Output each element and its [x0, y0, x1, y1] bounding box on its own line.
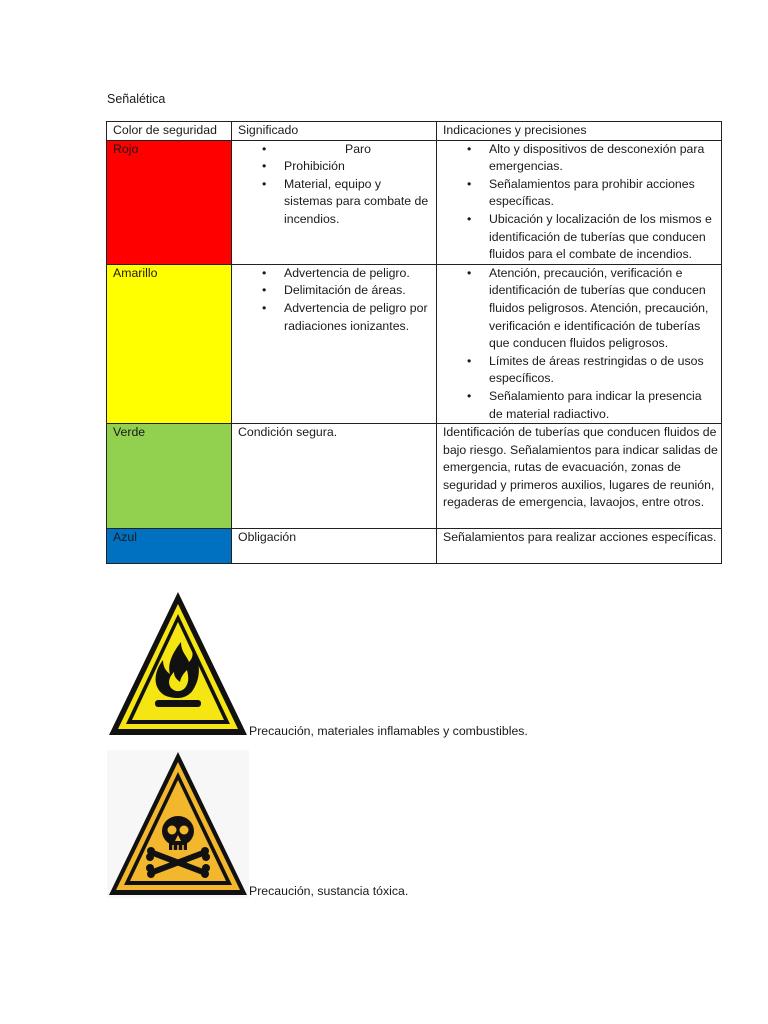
list-item: • Señalamientos para prohibir acciones específicas.: [489, 176, 717, 211]
indications-list: [443, 265, 721, 423]
list-item: • Advertencia de peligro.: [284, 265, 432, 283]
indications-cell: [437, 140, 722, 264]
indications-cell: [437, 264, 722, 423]
meaning-cell: Condición segura.: [232, 424, 437, 529]
color-label: Amarillo: [113, 265, 158, 280]
safety-color-table: [106, 121, 722, 564]
list-item: • Delimitación de áreas.: [284, 282, 432, 300]
table-row-green: [107, 424, 722, 529]
list-item: • Alto y dispositivos de desconexión para emergencias.: [489, 141, 717, 176]
meaning-cell: Obligación: [232, 529, 437, 564]
color-label: Rojo: [113, 141, 139, 156]
meaning-list: [238, 141, 436, 229]
toxic-caption: Precaución, sustancia tóxica.: [249, 884, 409, 898]
table-header-row: [107, 122, 722, 141]
table-row-blue: [107, 529, 722, 564]
flammable-warning-icon: [107, 590, 249, 738]
meaning-cell: [232, 140, 437, 264]
list-item: • Atención, precaución, verificación e identificación de tuberías que conducen fluidos peligrosos. Atención, precaución, verificación e identificación de tuberías que conducen fluidos peligrosos.: [489, 265, 717, 353]
toxic-warning-icon: [107, 750, 249, 898]
flammable-caption: Precaución, materiales inflamables y combustibles.: [249, 724, 528, 738]
list-item: • Material, equipo y sistemas para combate de incendios.: [284, 176, 432, 229]
meaning-list: [238, 265, 436, 335]
color-cell-blue: [107, 529, 232, 564]
table-row-yellow: [107, 264, 722, 423]
page-title: Señalética: [107, 92, 166, 106]
meaning-cell: [232, 264, 437, 423]
color-cell-yellow: [107, 264, 232, 423]
list-item: • Prohibición: [284, 158, 432, 176]
list-item: • Ubicación y localización de los mismos e identificación de tuberías que conducen fluidos para el combate de incendios.: [489, 211, 717, 264]
header-meaning: Significado: [232, 122, 437, 141]
color-cell-green: [107, 424, 232, 529]
list-item: • Señalamiento para indicar la presencia de material radiactivo.: [489, 388, 717, 423]
header-indications: Indicaciones y precisiones: [437, 122, 722, 141]
color-cell-red: [107, 140, 232, 264]
table-row-red: [107, 140, 722, 264]
indications-cell: Señalamientos para realizar acciones específicas.: [437, 529, 722, 564]
indications-cell: Identificación de tuberías que conducen fluidos de bajo riesgo. Señalamientos para indicar salidas de emergencia, rutas de evacuación, zonas de seguridad y primeros auxilios, lugares de reunión, regaderas de emergencia, lavaojos, entre otros.: [437, 424, 722, 529]
header-color: Color de seguridad: [107, 122, 232, 141]
indications-list: [443, 141, 721, 264]
list-item: • Paro: [284, 141, 432, 159]
color-label: Verde: [113, 425, 146, 440]
list-item: • Advertencia de peligro por radiaciones ionizantes.: [284, 300, 432, 335]
color-label: Azul: [113, 530, 137, 545]
list-item: • Límites de áreas restringidas o de usos específicos.: [489, 353, 717, 388]
